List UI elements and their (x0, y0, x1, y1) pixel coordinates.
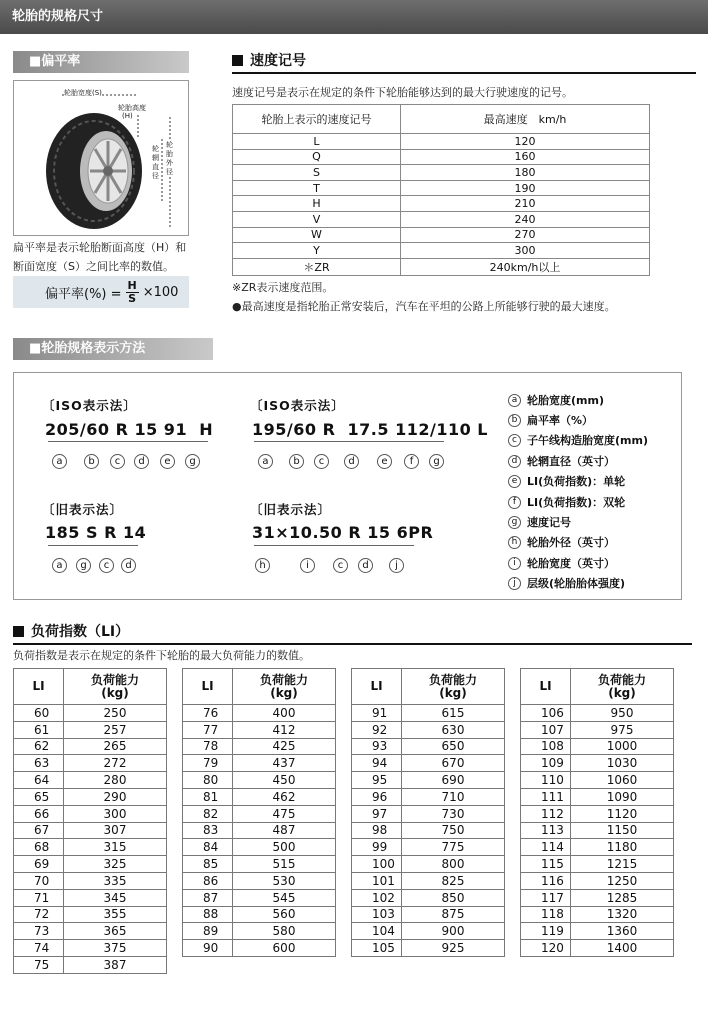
tire-diagram (13, 80, 189, 236)
capacity-value: 800 (402, 856, 505, 873)
table-row (352, 755, 505, 772)
li-value: 106 (521, 705, 571, 722)
marker-a: a (52, 558, 67, 573)
capacity-value: 545 (233, 889, 336, 906)
old1-label: 〔旧表示法〕 (42, 502, 124, 517)
li-value: 96 (352, 788, 402, 805)
capacity-value: 1360 (571, 923, 674, 940)
table-row (183, 805, 336, 822)
li-value: 120 (521, 940, 571, 957)
table-row (352, 788, 505, 805)
iso2-underline (254, 441, 444, 442)
formula-fraction (126, 280, 139, 305)
capacity-value: 530 (233, 872, 336, 889)
table-row (352, 940, 505, 957)
capacity-value: 775 (402, 839, 505, 856)
capacity-value: 710 (402, 788, 505, 805)
table-row (14, 822, 167, 839)
speed-note1: ※ZR表示速度范围。 (232, 281, 334, 294)
speed-title: 速度记号 (232, 50, 306, 70)
rim-diameter-label: 轮辋直径 (152, 145, 159, 180)
marker-g: g (429, 454, 444, 469)
li-value: 82 (183, 805, 233, 822)
formula-denominator: S (128, 291, 137, 305)
li-value: 94 (352, 755, 402, 772)
table-row (521, 705, 674, 722)
capacity-value: 365 (64, 923, 167, 940)
table-row (14, 839, 167, 856)
table-row (183, 721, 336, 738)
table-row (521, 755, 674, 772)
capacity-col-header: 负荷能力 (kg) (64, 669, 167, 705)
old2-code: 31×10.50 R 15 6PR (252, 523, 434, 542)
table-row (183, 839, 336, 856)
table-row (352, 856, 505, 873)
tire-height-h-label: (H) (122, 112, 133, 120)
marker-a: a (52, 454, 67, 469)
capacity-value: 437 (233, 755, 336, 772)
li-value: 60 (14, 705, 64, 722)
table-row (521, 856, 674, 873)
table-row (14, 889, 167, 906)
load-desc: 负荷指数是表示在规定的条件下轮胎的最大负荷能力的数值。 (13, 649, 310, 662)
speed-desc: 速度记号是表示在规定的条件下轮胎能够达到的最大行驶速度的记号。 (232, 86, 573, 99)
legend-item: j 层级(轮胎胎体强度) (508, 575, 625, 591)
li-value: 63 (14, 755, 64, 772)
li-value: 89 (183, 923, 233, 940)
formula-left: 偏平率(%) = (45, 286, 122, 302)
table-row (521, 805, 674, 822)
marker-d: d (358, 558, 373, 573)
table-row (521, 788, 674, 805)
table-row (14, 788, 167, 805)
li-value: 65 (14, 788, 64, 805)
li-value: 92 (352, 721, 402, 738)
tire-illustration (14, 81, 190, 237)
capacity-value: 730 (402, 805, 505, 822)
li-value: 119 (521, 923, 571, 940)
li-value: 109 (521, 755, 571, 772)
table-row (352, 872, 505, 889)
li-value: 76 (183, 705, 233, 722)
table-row (352, 705, 505, 722)
table-row (14, 705, 167, 722)
table-row (14, 923, 167, 940)
li-value: 85 (183, 856, 233, 873)
capacity-value: 580 (233, 923, 336, 940)
li-value: 72 (14, 906, 64, 923)
speed-rule (232, 72, 696, 74)
marker-h: h (255, 558, 270, 573)
li-value: 83 (183, 822, 233, 839)
li-value: 78 (183, 738, 233, 755)
table-row (14, 956, 167, 973)
formula-numerator: H (127, 278, 137, 292)
table-row (14, 906, 167, 923)
li-value: 111 (521, 788, 571, 805)
table-row (521, 772, 674, 789)
legend-item: g 速度记号 (508, 514, 571, 530)
table-row (521, 738, 674, 755)
table-row (521, 839, 674, 856)
legend-item: c 子午线构造胎宽度(mm) (508, 432, 648, 448)
capacity-value: 462 (233, 788, 336, 805)
capacity-value: 1215 (571, 856, 674, 873)
capacity-value: 1180 (571, 839, 674, 856)
capacity-value: 750 (402, 822, 505, 839)
li-value: 105 (352, 940, 402, 957)
marker-b: b (84, 454, 99, 469)
capacity-value: 412 (233, 721, 336, 738)
capacity-value: 487 (233, 822, 336, 839)
capacity-value: 975 (571, 721, 674, 738)
table-row (183, 889, 336, 906)
li-value: 118 (521, 906, 571, 923)
li-value: 114 (521, 839, 571, 856)
table-row (183, 940, 336, 957)
table-row (183, 856, 336, 873)
capacity-value: 307 (64, 822, 167, 839)
marker-j: j (389, 558, 404, 573)
capacity-value: 1030 (571, 755, 674, 772)
capacity-value: 630 (402, 721, 505, 738)
table-row: T 190 (233, 180, 650, 196)
li-col-header: LI (521, 669, 571, 705)
li-value: 116 (521, 872, 571, 889)
iso1-underline (48, 441, 208, 442)
marker-d: d (134, 454, 149, 469)
capacity-value: 315 (64, 839, 167, 856)
li-value: 75 (14, 956, 64, 973)
li-value: 88 (183, 906, 233, 923)
capacity-value: 450 (233, 772, 336, 789)
table-row: ＊ZR 240km/h以上 (233, 258, 650, 275)
table-row (14, 772, 167, 789)
li-value: 98 (352, 822, 402, 839)
legend-item: e LI(负荷指数)：单轮 (508, 473, 625, 489)
table-row (14, 872, 167, 889)
capacity-value: 325 (64, 856, 167, 873)
iso2-label: 〔ISO表示法〕 (250, 398, 345, 413)
old1-code: 185 S R 14 (45, 523, 147, 542)
load-title: 负荷指数（LI） (13, 621, 129, 641)
table-row: S 180 (233, 165, 650, 181)
li-value: 115 (521, 856, 571, 873)
capacity-value: 560 (233, 906, 336, 923)
li-value: 91 (352, 705, 402, 722)
capacity-value: 425 (233, 738, 336, 755)
load-table-2 (182, 668, 336, 957)
iso1-label: 〔ISO表示法〕 (42, 398, 137, 413)
table-row (352, 772, 505, 789)
aspect-ratio-bar: ■偏平率 (13, 51, 189, 73)
li-value: 113 (521, 822, 571, 839)
capacity-value: 875 (402, 906, 505, 923)
li-value: 99 (352, 839, 402, 856)
table-row (352, 805, 505, 822)
table-row (183, 923, 336, 940)
capacity-value: 280 (64, 772, 167, 789)
table-row (521, 889, 674, 906)
capacity-value: 272 (64, 755, 167, 772)
marker-d: d (344, 454, 359, 469)
old2-label: 〔旧表示法〕 (250, 502, 332, 517)
marker-f: f (404, 454, 419, 469)
legend-item: h 轮胎外径（英寸） (508, 534, 615, 550)
legend-item: i 轮胎宽度（英寸） (508, 555, 615, 571)
table-row (183, 788, 336, 805)
table-row: V 240 (233, 211, 650, 227)
table-row (14, 738, 167, 755)
table-row (183, 906, 336, 923)
table-row: L 120 (233, 134, 650, 150)
capacity-value: 257 (64, 721, 167, 738)
li-value: 79 (183, 755, 233, 772)
capacity-value: 600 (233, 940, 336, 957)
tire-outer-diameter-label: 轮胎外径 (166, 141, 173, 176)
capacity-value: 265 (64, 738, 167, 755)
capacity-value: 850 (402, 889, 505, 906)
capacity-value: 1000 (571, 738, 674, 755)
marker-d: d (121, 558, 136, 573)
capacity-col-header: 负荷能力 (kg) (402, 669, 505, 705)
capacity-value: 250 (64, 705, 167, 722)
speed-col1-header: 轮胎上表示的速度记号 (233, 105, 401, 134)
speed-note2: ●最高速度是指轮胎正常安装后，汽车在平坦的公路上所能够行驶的最大速度。 (232, 300, 616, 313)
table-row (183, 872, 336, 889)
li-value: 80 (183, 772, 233, 789)
table-row (352, 839, 505, 856)
li-value: 100 (352, 856, 402, 873)
li-value: 77 (183, 721, 233, 738)
table-row (183, 705, 336, 722)
table-row (521, 923, 674, 940)
method-bar: ■轮胎规格表示方法 (13, 338, 213, 360)
table-row: W 270 (233, 227, 650, 243)
li-value: 61 (14, 721, 64, 738)
table-row (14, 856, 167, 873)
li-value: 74 (14, 940, 64, 957)
capacity-value: 1120 (571, 805, 674, 822)
table-row (521, 822, 674, 839)
table-row (352, 923, 505, 940)
li-value: 64 (14, 772, 64, 789)
li-value: 62 (14, 738, 64, 755)
table-row (183, 755, 336, 772)
formula-right: ×100 (142, 284, 179, 300)
iso2-code: 195/60 R 17.5 112/110 L (252, 420, 488, 439)
capacity-value: 1285 (571, 889, 674, 906)
li-value: 73 (14, 923, 64, 940)
capacity-col-header: 负荷能力 (kg) (571, 669, 674, 705)
li-value: 101 (352, 872, 402, 889)
aspect-desc-line2: 断面宽度（S）之间比率的数值。 (13, 260, 174, 273)
table-row (352, 738, 505, 755)
li-value: 93 (352, 738, 402, 755)
table-row: H 210 (233, 196, 650, 212)
marker-g: g (76, 558, 91, 573)
capacity-value: 290 (64, 788, 167, 805)
marker-e: e (377, 454, 392, 469)
marker-g: g (185, 454, 200, 469)
capacity-value: 1060 (571, 772, 674, 789)
li-value: 104 (352, 923, 402, 940)
li-value: 108 (521, 738, 571, 755)
li-value: 86 (183, 872, 233, 889)
table-row (14, 940, 167, 957)
li-value: 87 (183, 889, 233, 906)
table-row (352, 721, 505, 738)
table-row (14, 805, 167, 822)
marker-c: c (110, 454, 125, 469)
table-row: Q 160 (233, 149, 650, 165)
tire-height-label: 轮胎高度 (118, 104, 146, 112)
table-row (521, 872, 674, 889)
capacity-value: 300 (64, 805, 167, 822)
capacity-value: 355 (64, 906, 167, 923)
load-table-3 (351, 668, 505, 957)
li-value: 95 (352, 772, 402, 789)
marker-c: c (314, 454, 329, 469)
capacity-value: 400 (233, 705, 336, 722)
marker-e: e (160, 454, 175, 469)
li-value: 84 (183, 839, 233, 856)
aspect-desc-line1: 扁平率是表示轮胎断面高度（H）和 (13, 241, 187, 254)
li-col-header: LI (352, 669, 402, 705)
li-value: 117 (521, 889, 571, 906)
square-bullet-icon (13, 626, 24, 637)
load-rule (13, 643, 692, 645)
capacity-value: 1320 (571, 906, 674, 923)
table-row: Y 300 (233, 243, 650, 259)
li-value: 81 (183, 788, 233, 805)
table-row (183, 738, 336, 755)
aspect-formula (13, 276, 189, 308)
iso1-code: 205/60 R 15 91 H (45, 420, 214, 439)
capacity-value: 825 (402, 872, 505, 889)
load-table-1 (13, 668, 167, 974)
speed-table (232, 104, 650, 276)
old2-underline (254, 545, 414, 546)
legend-item: f LI(负荷指数)：双轮 (508, 494, 625, 510)
speed-col2-header: 最高速度 km/h (401, 105, 650, 134)
capacity-value: 650 (402, 738, 505, 755)
li-value: 70 (14, 872, 64, 889)
li-value: 71 (14, 889, 64, 906)
capacity-value: 515 (233, 856, 336, 873)
capacity-value: 500 (233, 839, 336, 856)
table-row (352, 822, 505, 839)
capacity-value: 1150 (571, 822, 674, 839)
li-value: 97 (352, 805, 402, 822)
table-row (183, 772, 336, 789)
capacity-value: 950 (571, 705, 674, 722)
table-row (183, 822, 336, 839)
capacity-value: 900 (402, 923, 505, 940)
capacity-value: 1250 (571, 872, 674, 889)
table-row (352, 889, 505, 906)
marker-i: i (300, 558, 315, 573)
li-col-header: LI (14, 669, 64, 705)
capacity-col-header: 负荷能力 (kg) (233, 669, 336, 705)
li-col-header: LI (183, 669, 233, 705)
legend-item: b 扁平率（%） (508, 412, 593, 428)
capacity-value: 335 (64, 872, 167, 889)
marker-b: b (289, 454, 304, 469)
li-value: 69 (14, 856, 64, 873)
table-row (521, 721, 674, 738)
table-row (14, 755, 167, 772)
square-bullet-icon (232, 55, 243, 66)
old1-underline (48, 545, 138, 546)
table-row (14, 721, 167, 738)
tire-width-label: 轮胎宽度(S) (64, 89, 102, 97)
capacity-value: 615 (402, 705, 505, 722)
capacity-value: 925 (402, 940, 505, 957)
table-row (521, 940, 674, 957)
capacity-value: 1400 (571, 940, 674, 957)
li-value: 90 (183, 940, 233, 957)
capacity-value: 475 (233, 805, 336, 822)
capacity-value: 345 (64, 889, 167, 906)
load-table-4 (520, 668, 674, 957)
marker-c: c (99, 558, 114, 573)
li-value: 66 (14, 805, 64, 822)
li-value: 107 (521, 721, 571, 738)
li-value: 102 (352, 889, 402, 906)
marker-c: c (333, 558, 348, 573)
li-value: 112 (521, 805, 571, 822)
capacity-value: 387 (64, 956, 167, 973)
capacity-value: 1090 (571, 788, 674, 805)
li-value: 68 (14, 839, 64, 856)
legend-item: a 轮胎宽度(mm) (508, 392, 604, 408)
li-value: 103 (352, 906, 402, 923)
capacity-value: 670 (402, 755, 505, 772)
page-header: 轮胎的规格尺寸 (0, 0, 708, 34)
legend-item: d 轮辋直径（英寸） (508, 453, 615, 469)
capacity-value: 690 (402, 772, 505, 789)
li-value: 110 (521, 772, 571, 789)
capacity-value: 375 (64, 940, 167, 957)
table-row (352, 906, 505, 923)
li-value: 67 (14, 822, 64, 839)
table-row (521, 906, 674, 923)
marker-a: a (258, 454, 273, 469)
